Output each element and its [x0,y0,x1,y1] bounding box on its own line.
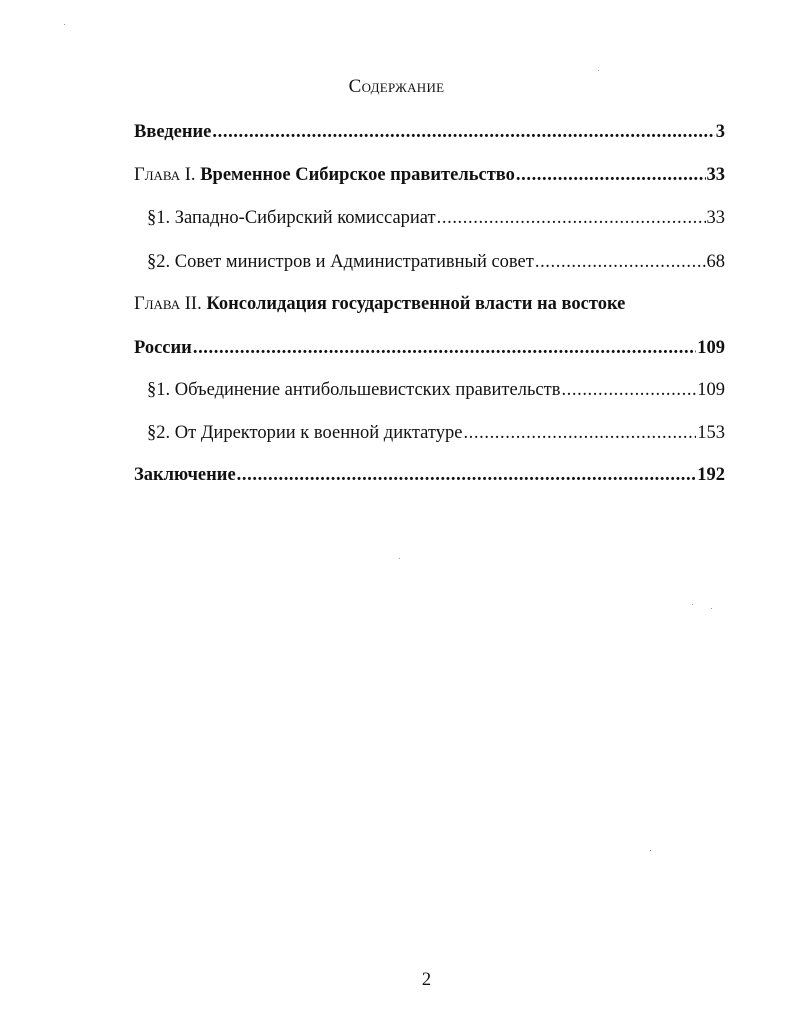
toc-entry-chapter-2[interactable] [134,294,725,315]
toc-entry-label: Заключение [134,465,236,485]
chapter-prefix: Глава II. [134,294,202,314]
scan-speck [650,850,651,851]
toc-entry-page: 153 [697,423,725,443]
scan-speck [598,70,599,71]
toc-entry-page: 33 [706,165,725,185]
scan-speck [399,558,400,559]
toc-entry-ch2-section-1[interactable] [147,380,725,401]
dot-leader [535,252,706,273]
dot-leader [212,122,714,143]
toc-entry-chapter-2-continued[interactable] [134,338,725,359]
scan-speck [711,608,712,609]
toc-entry-page: 192 [697,465,725,485]
toc-entry-page: 33 [706,208,725,228]
chapter-prefix: Глава I. [134,165,196,185]
toc-entry-page: 68 [706,252,725,272]
toc-entry-label: Введение [134,122,212,142]
page-number: 2 [421,970,432,990]
toc-entry-chapter-1[interactable] [134,165,725,186]
toc-entry-conclusion[interactable] [134,465,725,486]
dot-leader [516,165,706,186]
dot-leader [561,380,696,401]
toc-entry-label: §1. Объединение антибольшевистских правительств [147,380,561,400]
scan-speck [692,604,693,605]
toc-entry-page: 3 [715,122,725,142]
toc-entry-ch2-section-2[interactable] [147,423,725,444]
dot-leader [193,338,696,359]
scan-speck [64,24,65,25]
toc-entry-label: §2. Совет министров и Административный совет [147,252,534,272]
page-title: Содержание [348,76,445,97]
toc-entry-label: Временное Сибирское правительство [200,165,515,185]
dot-leader [463,423,696,444]
toc-entry-introduction[interactable] [134,122,725,143]
dot-leader [437,208,706,229]
toc-entry-page: 109 [697,338,725,358]
toc-entry-ch1-section-1[interactable] [147,208,725,229]
toc-entry-page: 109 [697,380,725,400]
toc-entry-label: Консолидация государственной власти на востоке [206,294,626,314]
dot-leader [237,465,697,486]
toc-entry-ch1-section-2[interactable] [147,252,725,273]
toc-entry-label: России [134,338,192,358]
toc-entry-label: §1. Западно-Сибирский комиссариат [147,208,436,228]
toc-entry-label: §2. От Директории к военной диктатуре [147,423,463,443]
